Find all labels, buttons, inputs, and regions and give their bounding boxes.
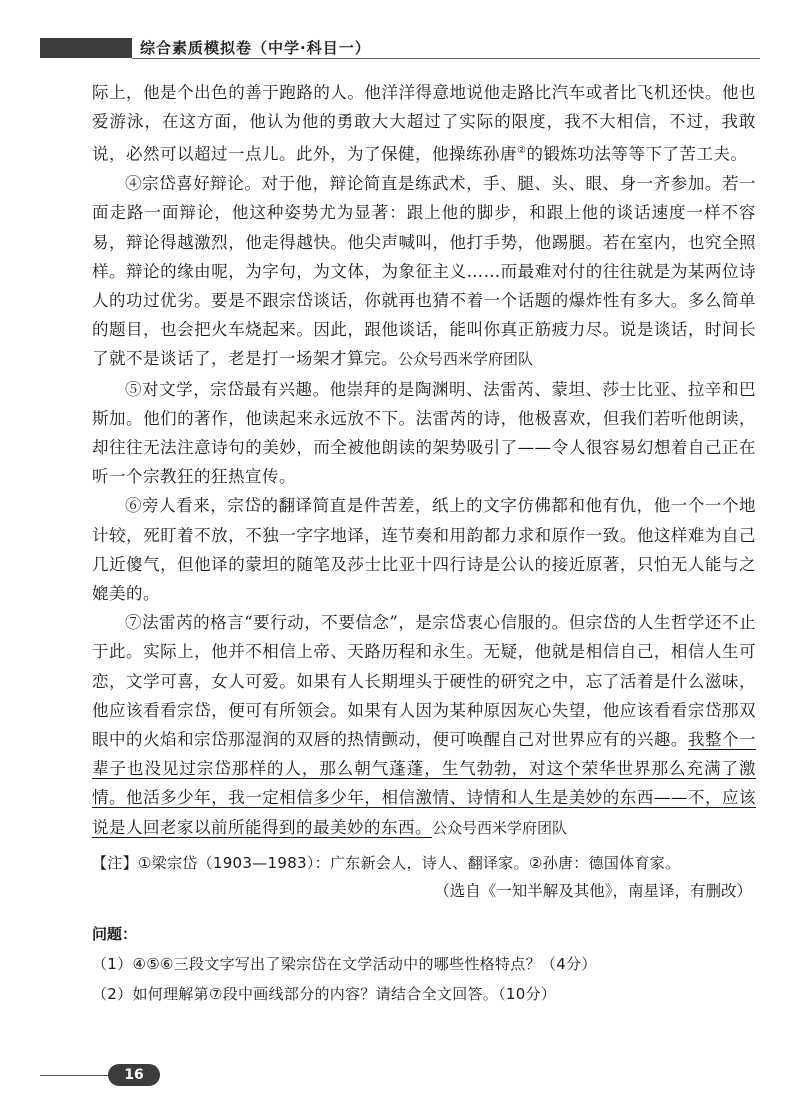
question-1: （1）④⑤⑥三段文字写出了梁宗岱在文学活动中的哪些性格特点？（4分） [92, 954, 597, 973]
paragraph-7 [92, 608, 756, 843]
source-citation: （选自《一知半解及其他》，南星译，有删改） [434, 881, 752, 900]
footnote: 【注】①梁宗岱（1903—1983）：广东新会人，诗人、翻译家。②孙唐：德国体育家。 [92, 853, 681, 872]
header-title: 综合素质模拟卷（中学·科目一） [140, 39, 371, 57]
paragraph-3-continued [92, 78, 756, 169]
paragraph-5: ⑤对文学，宗岱最有兴趣。他崇拜的是陶渊明、法雷芮、蒙坦、莎士比亚、拉辛和巴斯加。他们的著作，他读起来永远放不下。法雷芮的诗，他极喜欢，但我们若听他朗读，却往往无法注意诗句的美妙，而全被他朗读的架势吸引了——令人很容易幻想着自己正在听一个宗教狂的狂热宣传。 [92, 379, 756, 487]
paragraph-4 [92, 169, 756, 374]
footnote-marker-2: ② [517, 145, 527, 157]
paragraph-3-text: 际上，他是个出色的善于跑路的人。他洋洋得意地说他走路比汽车或者比飞机还快。他也爱游泳，在这方面，他认为他的勇敢大大超过了实际的限度，我不大相信，不过，我敢说，必然可以超过一点儿。此外，为了保健，他操练孙唐 [92, 83, 756, 164]
underlined-passage: 我整个一辈子也没见过宗岱那样的人，那么朝气蓬蓬，生气勃勃，对这个荣华世界那么充满了激情。他活多少年，我一定相信多少年，相信激情、诗情和人生是美妙的东西——不，应该说是人回老家以前所能得到的最美妙的东西。 [92, 729, 757, 837]
paragraph-6: ⑥旁人看来，宗岱的翻译简直是件苦差，纸上的文字仿佛都和他有仇，他一个一个地计较，死盯着不放，不独一字字地译，连节奏和用韵都力求和原作一致。他这样难为自己几近傻气，但他译的蒙坦的随笔及莎士比亚十四行诗是公认的接近原著，只怕无人能与之媲美的。 [92, 496, 756, 603]
paragraph-3-text-end: 的锻炼功法等等下了苦工夫。 [526, 144, 748, 164]
question-2: （2）如何理解第⑦段中画线部分的内容？请结合全文回答。（10分） [92, 984, 557, 1003]
questions-title: 问题： [92, 924, 138, 943]
header-bar [40, 38, 132, 58]
paragraph-4-text: ④宗岱喜好辩论。对于他，辩论简直是练武术，手、腿、头、眼、身一齐参加。若一面走路一面辩论，他这种姿势尤为显著：跟上他的脚步，和跟上他的谈话速度一样不容易，辩论得越激烈，他走得越快。他尖声喊叫，他打手势，他踢腿。若在室内，也究全照样。辩论的缘由呢，为字句，为文体，为象征主义……而最难对付的往往就是为某两位诗人的功过优劣。要是不跟宗岱谈话，你就再也猜不着一个话题的爆炸性有多大。多么简单的题目，也会把火车烧起来。因此，跟他谈话，能叫你真正筋疲力尽。说是谈话，时间长了就不是谈话了，老是打一场架才算完。 [92, 174, 756, 369]
passage-content [92, 78, 756, 1009]
page-number-badge: 16 [108, 1064, 160, 1086]
watermark-text: 公众号西米学府团队 [432, 818, 568, 837]
watermark-text: 公众号西米学府团队 [398, 350, 534, 369]
paragraph-7-text: ⑦法雷芮的格言“要行动，不要信念”，是宗岱衷心信服的。但宗岱的人生哲学还不止于此。实际上，他并不相信上帝、天路历程和永生。无疑，他就是相信自己，相信人生可恋，文学可喜，女人可爱。如果有人长期埋头于硬性的研究之中，忘了活着是什么滋味，他应该看看宗岱，便可有所领会。如果有人因为某种原因灰心失望，他应该看看宗岱那双眼中的火焰和宗岱那湿润的双唇的热情颤动，便可唤醒自己对世界应有的兴趣。 [92, 613, 756, 749]
header-rule [132, 58, 760, 59]
